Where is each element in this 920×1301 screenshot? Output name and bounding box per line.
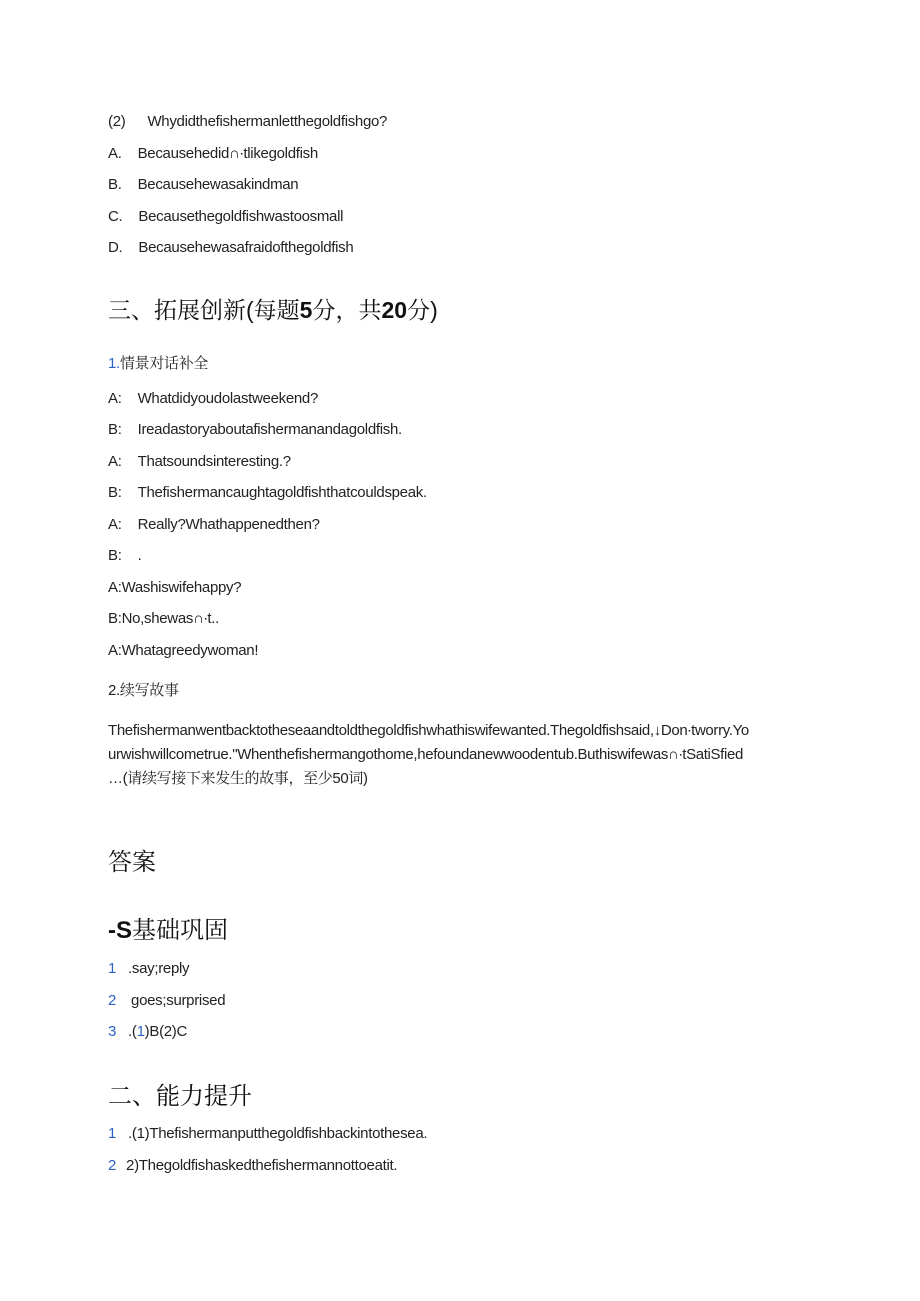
task-number: 1. [108, 355, 120, 372]
answer-item [108, 1023, 187, 1040]
score-total: 20 [381, 297, 408, 323]
dialogue-line [108, 421, 402, 438]
option-b [108, 176, 298, 193]
answer-text: .say;reply [128, 960, 190, 977]
answer-item [108, 960, 189, 977]
answer-text-b: 1 [136, 1023, 145, 1040]
dialogue-line [108, 453, 291, 470]
score-each: 5 [299, 297, 313, 323]
question-text: Whydidthefishermanletthegoldfishgo? [147, 113, 388, 130]
answer-number: 2 [108, 992, 117, 1009]
option-text: Becausehewasakindman [137, 176, 299, 193]
utterance: Ireadastoryaboutafishermanandagoldfish. [137, 421, 402, 438]
utterance: Thefishermancaughtagoldfishthatcouldspeak. [137, 484, 427, 501]
answer-text: .(1)Thefishermanputthegoldfishbackintothesea. [128, 1125, 428, 1142]
task2-title: 2.续写故事 [108, 682, 179, 699]
option-text: Becausehewasafraidofthegoldfish [138, 239, 354, 256]
dialogue-line [108, 484, 427, 501]
answer-number: 2 [108, 1157, 117, 1174]
option-label: C. [108, 208, 123, 225]
dialogue-line: A:Whatagreedywoman! [108, 642, 259, 659]
option-text: Becausethegoldfishwastoosmall [138, 208, 344, 225]
answer-text: goes;surprised [131, 992, 226, 1009]
dialogue-line [108, 390, 318, 407]
answer-text-c: )B(2)C [144, 1023, 188, 1040]
part1-title: 基础巩固 [132, 917, 228, 944]
story-line: …(请续写接下来发生的故事，至少50词) [108, 770, 368, 787]
utterance: Really?Whathappenedthen? [137, 516, 320, 533]
story-paragraph [108, 719, 808, 791]
answer-item [108, 1157, 397, 1174]
option-label: D. [108, 239, 123, 256]
option-a [108, 145, 318, 162]
answer-number: 1 [108, 960, 117, 977]
dialogue-line: A:Washiswifehappy? [108, 579, 242, 596]
speaker: A: [108, 516, 122, 533]
option-label: B. [108, 176, 122, 193]
utterance: Whatdidyoudolastweekend? [137, 390, 319, 407]
answers-part2-heading: 二、能力提升 [108, 1083, 252, 1110]
answer-text: 2)Thegoldfishaskedthefishermannottoeatit. [126, 1157, 398, 1174]
utterance: . [137, 547, 142, 564]
answer-number: 1 [108, 1125, 117, 1142]
task1-title [108, 352, 208, 373]
speaker: B: [108, 547, 122, 564]
dialogue-line [108, 516, 320, 533]
option-label: A. [108, 145, 122, 162]
utterance: Thatsoundsinteresting.? [137, 453, 291, 470]
question-number: (2) [108, 113, 126, 130]
answers-part1-heading [108, 910, 228, 945]
answer-number: 3 [108, 1023, 117, 1040]
dialogue-line [108, 547, 141, 564]
speaker: B: [108, 484, 122, 501]
dialogue-line: B:No,shewas∩∙t.. [108, 610, 220, 627]
section-title-mid: 分，共 [312, 297, 382, 323]
question-prompt [108, 113, 387, 130]
section-title-suffix: 分) [407, 297, 438, 323]
option-text: Becausehedid∩∙tlikegoldfish [137, 145, 318, 162]
answers-heading: 答案 [108, 849, 156, 876]
task-title: 情景对话补全 [119, 355, 209, 372]
story-line: urwishwillcometrue."Whenthefishermangothome,hefoundanewwoodentub.Buthiswifewas∩∙tSatiSfied [108, 746, 743, 763]
speaker: B: [108, 421, 122, 438]
answer-item [108, 1125, 427, 1142]
story-line: Thefishermanwentbacktotheseaandtoldthegoldfishwhathiswifewanted.Thegoldfishsaid,↓Don∙tworry.Yo [108, 722, 749, 739]
section-title-prefix: 三、拓展创新(每题 [108, 297, 300, 323]
option-c [108, 208, 343, 225]
speaker: A: [108, 453, 122, 470]
speaker: A: [108, 390, 122, 407]
option-d [108, 239, 353, 256]
answer-text-a: .( [128, 1023, 137, 1040]
part1-prefix: -S [108, 917, 132, 944]
answer-item [108, 992, 225, 1009]
section-heading-extension [108, 292, 438, 325]
